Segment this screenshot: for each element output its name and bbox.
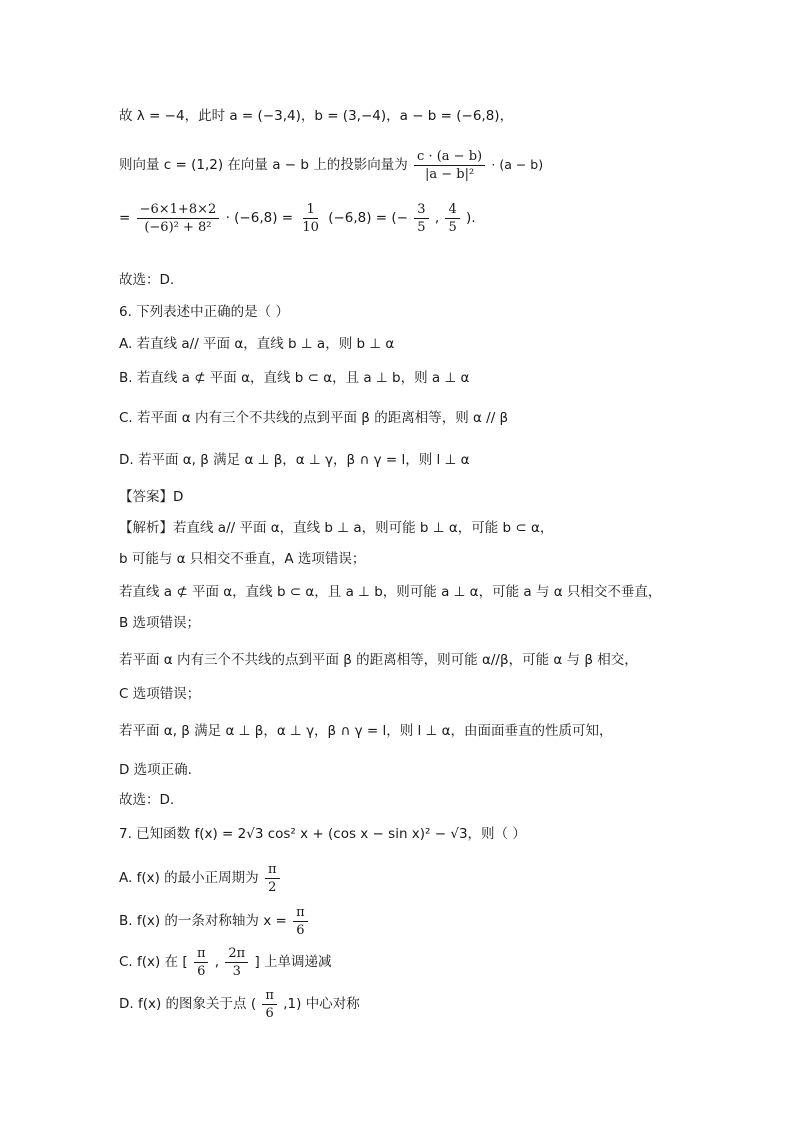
q7-c-den1: 6: [197, 963, 206, 979]
compute-fraction-3-num: 3: [414, 201, 428, 219]
question-7-stem: 7. 已知函数 f(x) = 2√3 cos² x + (cos x − sin x)² − √3，则（ ）: [119, 826, 526, 842]
q7-d-den: 6: [265, 1005, 274, 1021]
q7-d-post: ,1) 中心对称: [283, 996, 360, 1012]
q7-c-den2: 3: [232, 963, 241, 979]
question-6-end: 故选：D.: [119, 792, 175, 808]
solution-line-projection: [119, 143, 543, 187]
q7-a-text: A. f(x) 的最小正周期为: [119, 870, 259, 886]
projection-denominator: |a − b|²: [424, 166, 475, 182]
q7-a-den: 2: [268, 879, 277, 895]
question-6-explanation-2: b 可能与 α 只相交不垂直，A 选项错误；: [119, 551, 366, 567]
compute-fraction-1: [137, 201, 220, 236]
q7-c-num2: 2π: [225, 945, 248, 963]
q7-b-text: B. f(x) 的一条对称轴为 x =: [119, 913, 287, 929]
q7-c-comma: ,: [214, 954, 220, 970]
question-6-answer: 【答案】D: [119, 489, 184, 505]
compute-fraction-2-den: 10: [302, 219, 319, 235]
q7-c-text: C. f(x) 在 [: [119, 954, 188, 970]
compute-end: ).: [466, 210, 476, 226]
projection-text: 则向量 c = (1,2) 在向量 a − b 上的投影向量为: [119, 157, 408, 173]
projection-tail: · (a − b): [491, 157, 544, 172]
compute-fraction-3: [414, 201, 428, 236]
question-6-explanation-7: 若平面 α, β 满足 α ⊥ β，α ⊥ γ，β ∩ γ = l，则 l ⊥ α，由面面垂直的性质可知，: [119, 723, 613, 739]
compute-fraction-2: [299, 201, 322, 236]
question-6-stem: 6. 下列表述中正确的是（ ）: [119, 304, 289, 320]
compute-mid2: (−6,8) = (−: [328, 210, 408, 226]
compute-fraction-1-den: (−6)² + 8²: [144, 219, 212, 235]
q7-a-fraction: [265, 861, 280, 896]
compute-fraction-4-den: 5: [448, 219, 457, 235]
compute-fraction-3-den: 5: [417, 219, 426, 235]
question-6-explanation-3: 若直线 a ⊄ 平面 α，直线 b ⊂ α，且 a ⊥ b，则可能 a ⊥ α，可能 a 与 α 只相交不垂直，: [119, 584, 662, 600]
compute-mid: · (−6,8) =: [225, 210, 294, 226]
question-7-option-b: [119, 901, 310, 941]
compute-fraction-4: [445, 201, 459, 236]
projection-fraction: [414, 148, 485, 183]
q7-c-fraction-2: [225, 945, 248, 980]
q7-b-num: π: [293, 904, 308, 922]
q7-c-post: ] 上单调递减: [254, 954, 332, 970]
question-7-option-c: [119, 942, 332, 982]
question-6-option-b: B. 若直线 a ⊄ 平面 α，直线 b ⊂ α，且 a ⊥ b，则 a ⊥ α: [119, 370, 470, 386]
q7-d-num: π: [262, 987, 277, 1005]
q7-b-fraction: [293, 904, 308, 939]
question-6-explanation-5: 若平面 α 内有三个不共线的点到平面 β 的距离相等，则可能 α//β，可能 α 与 β 相交，: [119, 652, 638, 668]
question-6-option-c: C. 若平面 α 内有三个不共线的点到平面 β 的距离相等，则 α // β: [119, 410, 509, 426]
q7-c-fraction-1: [194, 945, 209, 980]
question-6-explanation-6: C 选项错误；: [119, 686, 201, 702]
projection-numerator: c · (a − b): [414, 148, 485, 166]
compute-fraction-4-num: 4: [445, 201, 459, 219]
q7-d-text: D. f(x) 的图象关于点 (: [119, 996, 257, 1012]
question-6-explanation-8: D 选项正确.: [119, 762, 192, 778]
q7-c-num1: π: [194, 945, 209, 963]
q7-a-num: π: [265, 861, 280, 879]
q7-d-fraction: [262, 987, 277, 1022]
question-6-explanation-4: B 选项错误；: [119, 615, 201, 631]
compute-fraction-1-num: −6×1+8×2: [137, 201, 220, 219]
solution-line-lambda: 故 λ = −4，此时 a = (−3,4)，b = (3,−4)，a − b = (−6,8)，: [119, 108, 514, 124]
question-6-option-a: A. 若直线 a// 平面 α，直线 b ⊥ a，则 b ⊥ α: [119, 336, 395, 352]
question-6-option-d: D. 若平面 α, β 满足 α ⊥ β，α ⊥ γ，β ∩ γ = l，则 l ⊥ α: [119, 452, 470, 468]
question-7-option-a: [119, 858, 282, 898]
question-7-option-d: [119, 984, 360, 1024]
answer-q5: 故选：D.: [119, 272, 175, 288]
compute-fraction-2-num: 1: [303, 201, 317, 219]
solution-line-compute: = $\frac{-6\times 1+8\times 2}{\text{(−6)² + 8²}}$ · (−6,8) = $\frac{1}{10}$ (−6,8) = (− $\frac{3}{5}$ , $\frac{4}{5}$ ).: [119, 201, 476, 235]
q7-b-den: 6: [296, 922, 305, 938]
compute-comma: ,: [434, 210, 440, 226]
question-6-explanation-1: 【解析】若直线 a// 平面 α，直线 b ⊥ a，则可能 b ⊥ α，可能 b ⊂ α，: [119, 520, 554, 536]
